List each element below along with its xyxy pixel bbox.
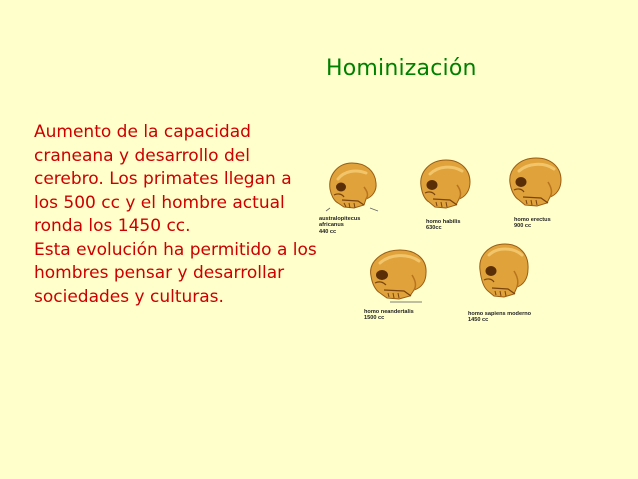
skull-caption bbox=[514, 217, 551, 230]
skull-caption bbox=[468, 311, 531, 324]
skull-capacity: 1500 cc bbox=[364, 315, 385, 322]
skull-capacity: 440 cc bbox=[319, 228, 337, 235]
homo-neandertalis-skull-icon bbox=[362, 244, 432, 304]
skull-name: africanus bbox=[319, 222, 344, 229]
slide-title: Hominización bbox=[326, 56, 477, 81]
homo-erectus-skull-icon bbox=[502, 150, 566, 212]
australopithecus-skull-icon bbox=[320, 153, 382, 215]
body-paragraph: Esta evolución ha permitido a los hombres pensar y desarrollar sociedades y culturas. bbox=[34, 239, 317, 307]
skull-name: homo sapiens moderno bbox=[468, 311, 532, 317]
skull-capacity: 630cc bbox=[426, 225, 442, 232]
skull-name: homo habilis bbox=[426, 219, 461, 225]
skull-caption bbox=[319, 216, 360, 235]
skull-name: homo erectus bbox=[514, 217, 551, 223]
skull-name: homo neandertalis bbox=[364, 309, 414, 315]
skull-capacity: 900 cc bbox=[514, 223, 532, 230]
body-text bbox=[34, 121, 319, 309]
skull-caption bbox=[426, 219, 461, 232]
skull-capacity: 1450 cc bbox=[468, 317, 489, 324]
body-paragraph: Aumento de la capacidad craneana y desarrollo del cerebro. Los primates llegan a los 500 cc y el hombre actual ronda los 1450 cc. bbox=[34, 122, 292, 236]
skull-evolution-figure bbox=[316, 146, 556, 338]
skull-caption bbox=[364, 309, 414, 322]
homo-habilis-skull-icon bbox=[412, 152, 476, 214]
homo-sapiens-skull-icon bbox=[470, 240, 534, 304]
skull-name: australopitecus bbox=[319, 216, 361, 222]
